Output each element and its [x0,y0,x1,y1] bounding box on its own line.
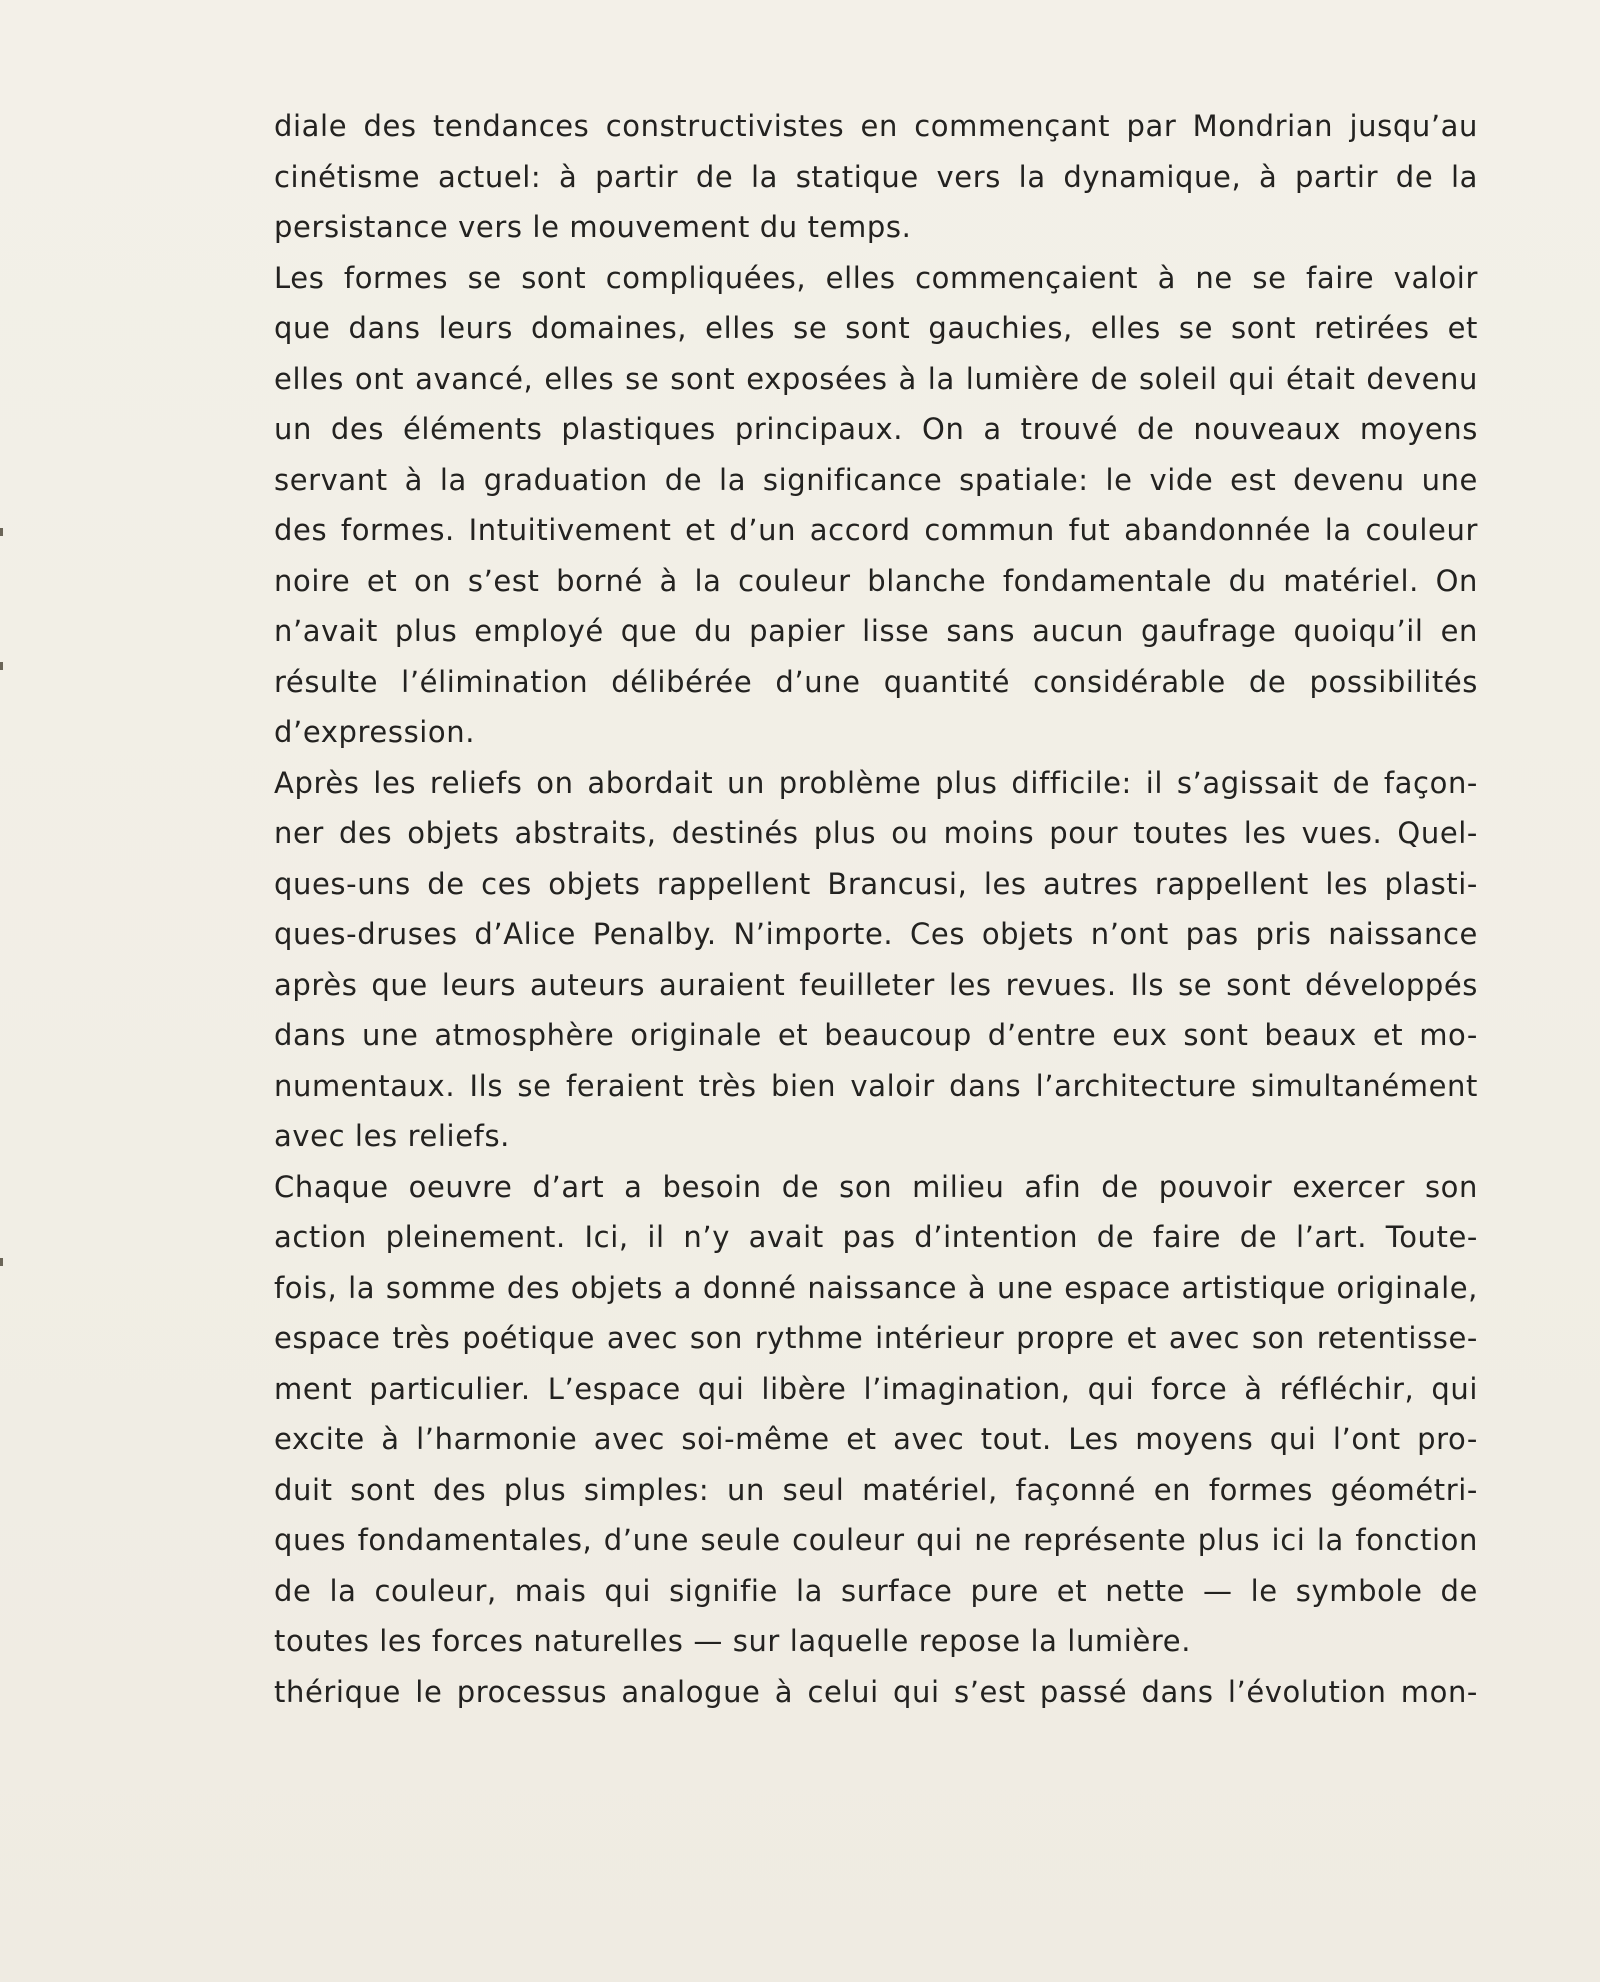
text-line: persistance vers le mouvement du temps. [274,210,912,244]
text-line: espace très poétique avec son rythme intérieur propre et avec son retentisse- [274,1321,1478,1355]
text-line: excite à l’harmonie avec soi-même et avec tout. Les moyens qui l’ont pro- [274,1422,1478,1456]
page-edge-mark [0,1258,3,1266]
page-edge-mark [0,528,3,536]
text-line: noire et on s’est borné à la couleur blanche fondamentale du matériel. On [274,563,1478,598]
text-line: fois, la somme des objets a donné naissance à une espace artistique originale, [274,1270,1478,1305]
text-line: des formes. Intuitivement et d’un accord commun fut abandonnée la couleur [274,513,1478,547]
page-edge-mark [0,662,3,670]
text-line: Les formes se sont compliquées, elles commençaient à ne se faire valoir [274,260,1478,295]
text-line: ques fondamentales, d’une seule couleur qui ne représente plus ici la fonction [274,1523,1478,1557]
text-line: duit sont des plus simples: un seul matériel, façonné en formes géométri- [274,1472,1478,1507]
text-line: Chaque oeuvre d’art a besoin de son milieu afin de pouvoir exercer son [274,1169,1478,1204]
text-line: diale des tendances constructivistes en commençant par Mondrian jusqu’au [274,109,1478,143]
text-line: après que leurs auteurs auraient feuilleter les revues. Ils se sont développés [274,967,1478,1002]
text-line: elles ont avancé, elles se sont exposées à la lumière de soleil qui était devenu [274,361,1478,396]
text-line: ques-uns de ces objets rappellent Brancusi, les autres rappellent les plasti- [274,866,1478,901]
text-line: numentaux. Ils se feraient très bien valoir dans l’architecture simultanément [274,1068,1478,1103]
text-line: ner des objets abstraits, destinés plus ou moins pour toutes les vues. Quel- [274,816,1478,850]
text-line: Après les reliefs on abordait un problème plus difficile: il s’agissait de façon- [274,765,1478,800]
text-line: cinétisme actuel: à partir de la statique vers la dynamique, à partir de la [274,159,1478,194]
text-line: un des éléments plastiques principaux. On a trouvé de nouveaux moyens [274,412,1478,446]
text-line: dans une atmosphère originale et beaucoup d’entre eux sont beaux et mo- [274,1018,1478,1052]
text-line: action pleinement. Ici, il n’y avait pas d’intention de faire de l’art. Toute- [274,1220,1478,1254]
text-line: toutes les forces naturelles — sur laquelle repose la lumière. [274,1624,1192,1658]
text-line: de la couleur, mais qui signifie la surface pure et nette — le symbole de [274,1573,1478,1608]
text-line: d’expression. [274,715,476,749]
text-line: thérique le processus analogue à celui qui s’est passé dans l’évolution mon- [274,1674,1478,1709]
text-line: que dans leurs domaines, elles se sont gauchies, elles se sont retirées et [274,311,1478,345]
text-line: n’avait plus employé que du papier lisse sans aucun gaufrage quoiqu’il en [274,614,1478,648]
text-line: avec les reliefs. [274,1119,510,1153]
text-line: ques-druses d’Alice Penalby. N’importe. Ces objets n’ont pas pris naissance [274,917,1478,951]
text-line: servant à la graduation de la significance spatiale: le vide est devenu une [274,462,1478,497]
body-text [274,101,1478,1717]
text-line: ment particulier. L’espace qui libère l’imagination, qui force à réfléchir, qui [274,1371,1478,1406]
text-line: résulte l’élimination délibérée d’une quantité considérable de possibilités [274,664,1478,699]
